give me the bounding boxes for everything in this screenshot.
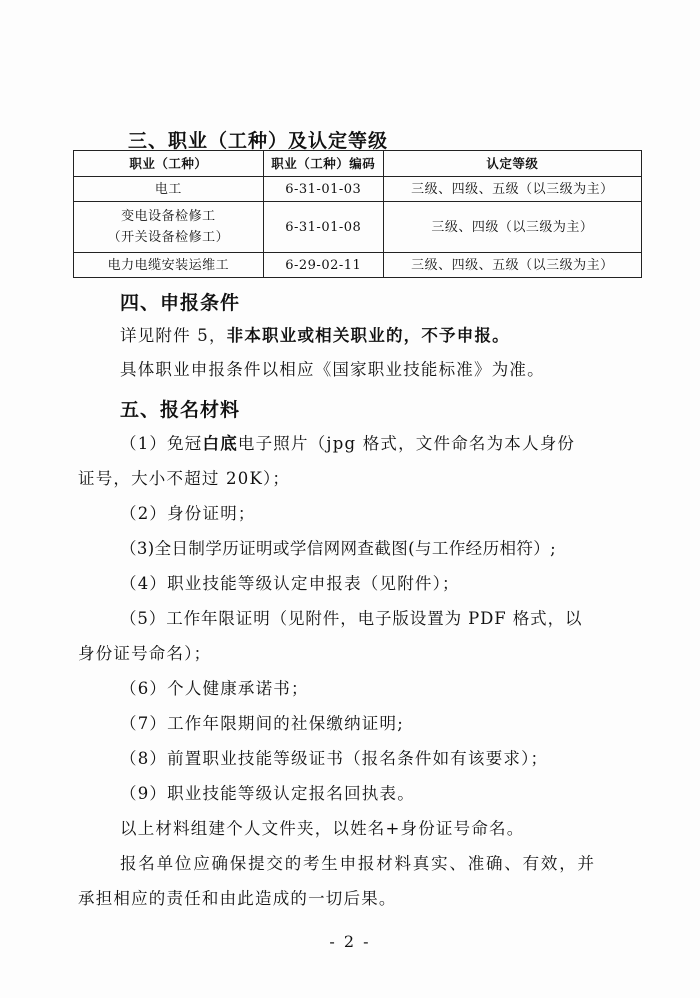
material-item-5-cont: 身份证号命名）；	[78, 644, 212, 663]
header-occupation: 职业（工种）	[74, 151, 264, 177]
material-item-1	[120, 430, 575, 454]
cell-code: 6-29-02-11	[263, 253, 383, 278]
material-item-8: （8）前置职业技能等级证书（报名条件如有该要求）；	[120, 749, 549, 768]
page-number: - 2 -	[329, 932, 371, 951]
material-item-1-cont: 证号，大小不超过 20K）；	[78, 469, 291, 488]
cell-level: 三级、四级、五级（以三级为主）	[383, 253, 641, 278]
section-4-heading: 四、申报条件	[120, 292, 241, 314]
cell-code: 6-31-01-08	[263, 202, 383, 253]
item-text: 电子照片（jpg 格式，文件命名为本人身份	[237, 434, 576, 453]
table-row	[74, 253, 642, 278]
responsibility-paragraph: 报名单位应确保提交的考生申报材料真实、准确、有效，并	[120, 854, 596, 873]
header-code: 职业（工种）编码	[263, 151, 383, 177]
cell-occupation: 电工	[74, 177, 264, 202]
material-item-2: （2）身份证明；	[120, 504, 256, 523]
material-item-3: （3)全日制学历证明或学信网网查截图(与工作经历相符）;	[120, 539, 557, 558]
material-item-9: （9）职业技能等级认定报名回执表。	[120, 784, 415, 803]
conditions-emphasis: 非本职业或相关职业的，不予申报。	[226, 326, 510, 345]
cell-occupation	[74, 202, 264, 253]
material-item-5: （5）工作年限证明（见附件，电子版设置为 PDF 格式，以	[120, 609, 583, 628]
cell-occupation: 电力电缆安装运维工	[74, 253, 264, 278]
folder-paragraph: 以上材料组建个人文件夹，以姓名+身份证号命名。	[120, 819, 525, 838]
table-row	[74, 177, 642, 202]
conditions-paragraph	[120, 322, 510, 346]
cell-level: 三级、四级（以三级为主）	[383, 202, 641, 253]
material-item-6: （6）个人健康承诺书；	[120, 679, 309, 698]
material-item-7: （7）工作年限期间的社保缴纳证明;	[120, 714, 404, 733]
item-text: （1）免冠	[120, 434, 203, 453]
section-3-heading: 三、职业（工种）及认定等级	[128, 130, 389, 152]
occupation-table	[73, 150, 642, 278]
conditions-text: 详见附件 5，	[120, 326, 227, 345]
material-item-4: （4）职业技能等级认定申报表（见附件）；	[120, 574, 460, 593]
cell-level: 三级、四级、五级（以三级为主）	[383, 177, 641, 202]
cell-occupation-line2: （开关设备检修工）	[107, 230, 230, 245]
section-5-heading: 五、报名材料	[120, 399, 241, 421]
cell-code: 6-31-01-03	[263, 177, 383, 202]
standard-paragraph: 具体职业申报条件以相应《国家职业技能标准》为准。	[120, 360, 545, 379]
responsibility-paragraph-cont: 承担相应的责任和由此造成的一切后果。	[78, 889, 397, 908]
item-emphasis: 白底	[202, 434, 238, 453]
cell-occupation-line1: 变电设备检修工	[121, 209, 216, 224]
table-row	[74, 202, 642, 253]
header-level: 认定等级	[383, 151, 641, 177]
table-header-row	[74, 151, 642, 177]
